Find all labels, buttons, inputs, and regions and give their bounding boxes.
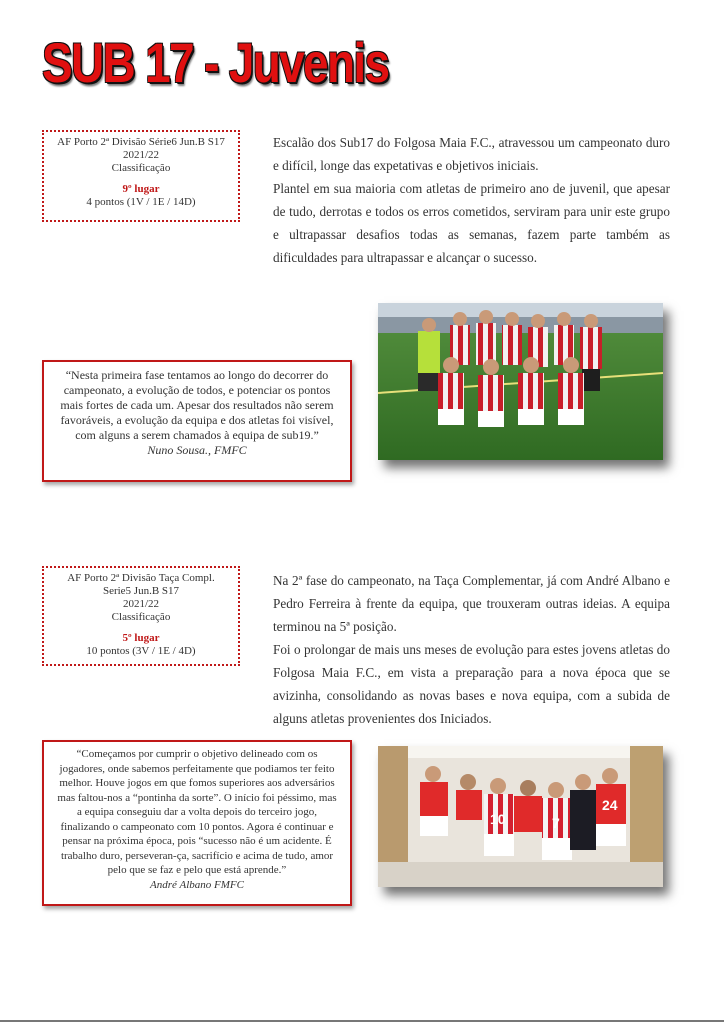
quote-text: “Começamos por cumprir o objetivo delineado com os jogadores, onde sabemos perfeitamente que podiamos ter feito melhor. Houve jogos em que fomos superiores aos adversários mas faltou-nos a “pontinha da sorte”. O início foi péssimo, mas a equipa conseguiu dar a volta depois do terceiro jogo, finalizando o campeonato com 10 pontos. Agora é continuar e pensar na próxima época, pois “sucesso não é um acidente. É trabalho duro, perseveran-ça, sacrifício e acima de tudo, amor pelo que se faz e pelo que está aprende.” bbox=[57, 748, 337, 876]
classification-label: Classificação bbox=[111, 162, 171, 174]
final-position: 5º lugar bbox=[122, 632, 160, 644]
quote-author: Nuno Sousa., FMFC bbox=[147, 443, 247, 457]
intro-text-2 bbox=[273, 569, 670, 730]
jersey-number: 24 bbox=[602, 797, 618, 813]
paragraph: Plantel em sua maioria com atletas de primeiro ano de juvenil, que apesar de tudo, derrotas e todos os erros cometidos, serviram para unir este grupo e ultrapassar desafios todas as semanas, fazem parte também as dificuldades para ultrapassar e alcançar o sucesso. bbox=[273, 181, 670, 265]
final-position: 9º lugar bbox=[122, 183, 160, 195]
jersey-number: 10 bbox=[490, 811, 506, 827]
paragraph: Foi o prolongar de mais uns meses de evolução para estes jovens atletas do Folgosa Maia F.C., em vista a preparação para a nova época que se avizinha, consolidando as novas bases e nova equipa, com a subida de alguns atletas provenientes dos Iniciados. bbox=[273, 642, 670, 726]
paragraph: Na 2ª fase do campeonato, na Taça Complementar, já com André Albano e Pedro Ferreira à frente da equipa, que trouxeram outras ideias. A equipa terminou na 5ª posição. bbox=[273, 573, 670, 634]
league-name: AF Porto 2ª Divisão Taça Compl. bbox=[67, 572, 215, 584]
season-stats-box-1 bbox=[42, 130, 240, 222]
classification-label: Classificação bbox=[111, 611, 171, 623]
paragraph: Escalão dos Sub17 do Folgosa Maia F.C., atravessou um campeonato duro e difícil, longe das expetativas e objetivos iniciais. bbox=[273, 135, 670, 173]
coach-quote-1 bbox=[42, 360, 352, 482]
intro-text-1 bbox=[273, 131, 670, 269]
page-title: SUB 17 - Juvenis bbox=[42, 31, 389, 94]
team-photo-locker-room bbox=[378, 746, 663, 887]
season-stats-box-2 bbox=[42, 566, 240, 666]
season: 2021/22 bbox=[122, 598, 160, 610]
points-record: 10 pontos (3V / 1E / 4D) bbox=[86, 645, 196, 657]
page-divider bbox=[0, 1020, 724, 1022]
league-name: AF Porto 2ª Divisão Série6 Jun.B S17 bbox=[57, 136, 225, 148]
coach-quote-2 bbox=[42, 740, 352, 906]
points-record: 4 pontos (1V / 1E / 14D) bbox=[86, 196, 196, 208]
team-photo-locker-room-image bbox=[378, 746, 663, 887]
league-series: Serie5 Jun.B S17 bbox=[102, 585, 180, 597]
team-photo-field bbox=[378, 303, 663, 460]
quote-text: “Nesta primeira fase tentamos ao longo do decorrer do campeonato, a evolução de todos, e potenciar os pontos mais fortes de cada um. Apesar dos resultados não serem favoráveis, a evolução da equipa e dos atletas foi visível, com alguns a serem chamados à equipa de sub19.” bbox=[60, 368, 334, 442]
jersey-number: 7 bbox=[552, 815, 560, 831]
team-photo-field-image bbox=[378, 303, 663, 460]
season: 2021/22 bbox=[122, 149, 160, 161]
quote-author: André Albano FMFC bbox=[150, 878, 244, 891]
